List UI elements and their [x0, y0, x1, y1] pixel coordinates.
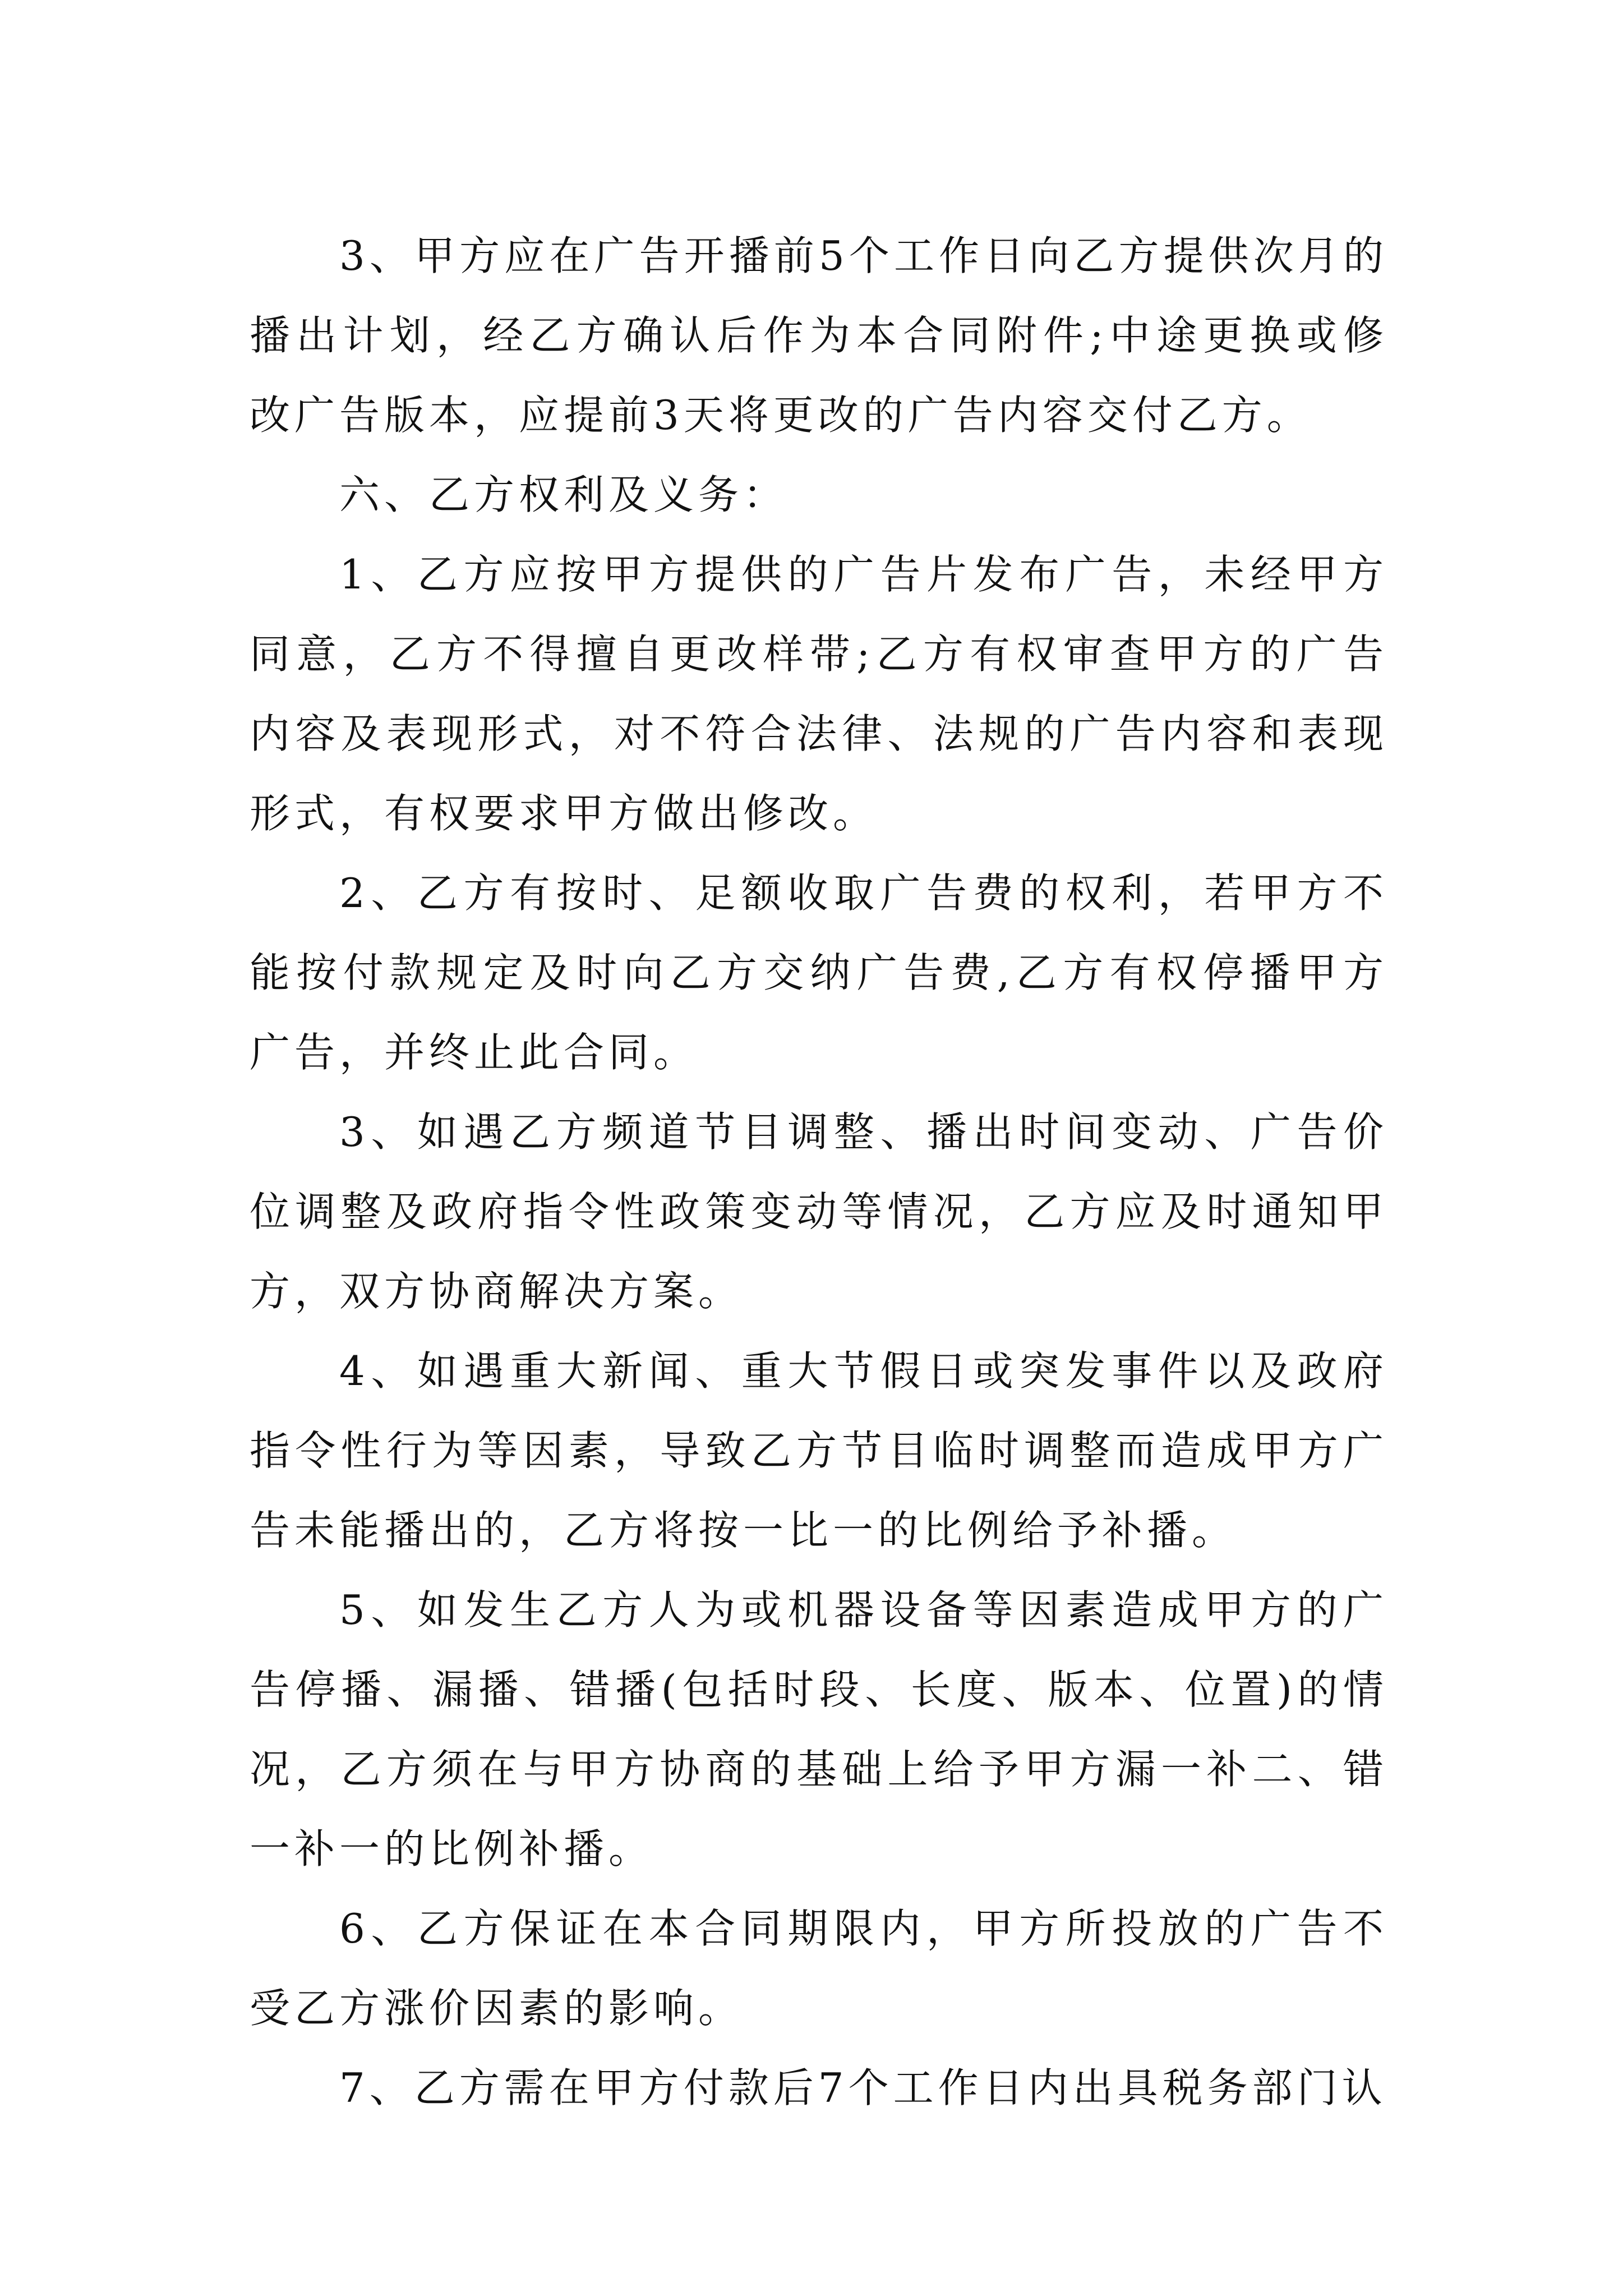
document-body: [250, 216, 1388, 2128]
paragraph-clause-3-adjustment: 3、如遇乙方频道节目调整、播出时间变动、广告价位调整及政府指令性政策变动等情况，乙方应及时通知甲方，双方协商解决方案。: [250, 1108, 1388, 1315]
paragraph-clause-6-price: 6、乙方保证在本合同期限内，甲方所投放的广告不受乙方涨价因素的影响。: [250, 1905, 1388, 2032]
paragraph-clause-7-invoice: 7、乙方需在甲方付款后7个工作日内出具税务部门认: [339, 2064, 1387, 2111]
paragraph-clause-4-rebroadcast: 4、如遇重大新闻、重大节假日或突发事件以及政府指令性行为等因素，导致乙方节目临时调整而造成甲方广告未能播出的，乙方将按一比一的比例给予补播。: [250, 1347, 1388, 1554]
paragraph-clause-2-fees: 2、乙方有按时、足额收取广告费的权利，若甲方不能按付款规定及时向乙方交纳广告费,乙方有权停播甲方广告，并终止此合同。: [250, 869, 1388, 1076]
section-heading-party-b-rights: 六、乙方权利及义务：: [339, 471, 789, 518]
paragraph-clause-5-errors: 5、如发生乙方人为或机器设备等因素造成甲方的广告停播、漏播、错播(包括时段、长度、版本、位置)的情况，乙方须在与甲方协商的基础上给予甲方漏一补二、错一补一的比例补播。: [250, 1586, 1388, 1872]
paragraph-clause-1-publish: 1、乙方应按甲方提供的广告片发布广告，未经甲方同意，乙方不得擅自更改样带;乙方有权审查甲方的广告内容及表现形式，对不符合法律、法规的广告内容和表现形式，有权要求甲方做出修改。: [250, 551, 1388, 837]
paragraph-clause-3-plan: 3、甲方应在广告开播前5个工作日向乙方提供次月的播出计划，经乙方确认后作为本合同附件;中途更换或修改广告版本，应提前3天将更改的广告内容交付乙方。: [250, 232, 1388, 439]
